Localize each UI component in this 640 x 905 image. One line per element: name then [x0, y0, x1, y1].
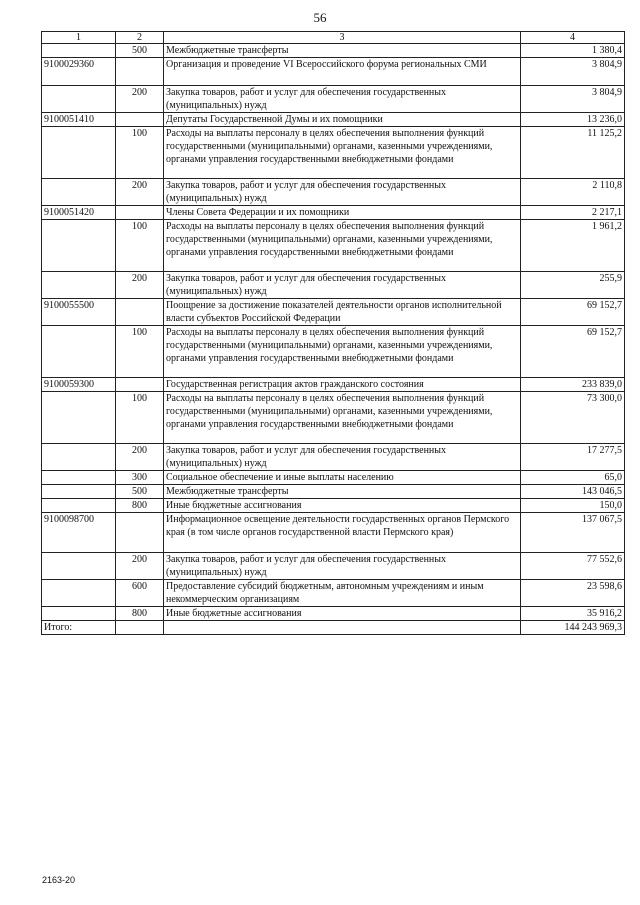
header-col-1: 1: [42, 32, 116, 44]
row-expense-type: 200: [116, 444, 164, 471]
row-expense-type: 200: [116, 179, 164, 206]
table-row: [42, 378, 625, 392]
row-description: Закупка товаров, работ и услуг для обеспечения государственных (муниципальных) нужд: [164, 272, 521, 299]
table-row: [42, 113, 625, 127]
row-amount: 2 110,8: [521, 179, 625, 206]
row-description: Закупка товаров, работ и услуг для обеспечения государственных (муниципальных) нужд: [164, 444, 521, 471]
row-amount: 255,9: [521, 272, 625, 299]
row-target-code: [42, 499, 116, 513]
row-amount: 65,0: [521, 471, 625, 485]
row-expense-type: 200: [116, 553, 164, 580]
table-row: [42, 471, 625, 485]
row-amount: 69 152,7: [521, 299, 625, 326]
row-amount: 233 839,0: [521, 378, 625, 392]
row-description: Закупка товаров, работ и услуг для обеспечения государственных (муниципальных) нужд: [164, 553, 521, 580]
header-col-2: 2: [116, 32, 164, 44]
row-amount: 13 236,0: [521, 113, 625, 127]
table-row: [42, 127, 625, 179]
row-amount: 11 125,2: [521, 127, 625, 179]
row-amount: 35 916,2: [521, 607, 625, 621]
row-amount: 73 300,0: [521, 392, 625, 444]
row-description: Иные бюджетные ассигнования: [164, 499, 521, 513]
table-row: [42, 485, 625, 499]
row-expense-type: [116, 299, 164, 326]
row-expense-type: [116, 58, 164, 86]
row-expense-type: 200: [116, 272, 164, 299]
row-description: Члены Совета Федерации и их помощники: [164, 206, 521, 220]
row-target-code: [42, 444, 116, 471]
row-expense-type: 500: [116, 44, 164, 58]
row-expense-type: 800: [116, 607, 164, 621]
total-row: [42, 621, 625, 635]
row-amount: 23 598,6: [521, 580, 625, 607]
page-number: 56: [313, 10, 327, 25]
row-description: Межбюджетные трансферты: [164, 485, 521, 499]
row-description: Организация и проведение VI Всероссийского форума региональных СМИ: [164, 58, 521, 86]
row-amount: 17 277,5: [521, 444, 625, 471]
row-expense-type: 500: [116, 485, 164, 499]
row-expense-type: 100: [116, 326, 164, 378]
row-description: Межбюджетные трансферты: [164, 44, 521, 58]
row-expense-type: 200: [116, 86, 164, 113]
table-row: [42, 580, 625, 607]
row-expense-type: 300: [116, 471, 164, 485]
row-expense-type: [116, 206, 164, 220]
row-expense-type: [116, 378, 164, 392]
row-amount: 1 380,4: [521, 44, 625, 58]
row-description: Расходы на выплаты персоналу в целях обеспечения выполнения функций государственными (муниципальными) органами, казенными учреждениями, органами управления государственными внебюджетными фондами: [164, 220, 521, 272]
row-description: Расходы на выплаты персоналу в целях обеспечения выполнения функций государственными (муниципальными) органами, казенными учреждениями, органами управления государственными внебюджетными фондами: [164, 127, 521, 179]
row-amount: 3 804,9: [521, 86, 625, 113]
row-target-code: 9100098700: [42, 513, 116, 553]
row-amount: 3 804,9: [521, 58, 625, 86]
row-expense-type: 100: [116, 392, 164, 444]
header-col-3: 3: [164, 32, 521, 44]
footer-code: 2163-20: [42, 875, 76, 885]
row-amount: 2 217,1: [521, 206, 625, 220]
row-target-code: [42, 326, 116, 378]
table-row: [42, 513, 625, 553]
table-row: [42, 607, 625, 621]
row-amount: 1 961,2: [521, 220, 625, 272]
table-row: [42, 444, 625, 471]
row-target-code: 9100029360: [42, 58, 116, 86]
row-target-code: [42, 272, 116, 299]
table-row: [42, 220, 625, 272]
row-description: Депутаты Государственной Думы и их помощники: [164, 113, 521, 127]
row-target-code: 9100051420: [42, 206, 116, 220]
row-expense-type: 600: [116, 580, 164, 607]
row-target-code: [42, 179, 116, 206]
row-description: Расходы на выплаты персоналу в целях обеспечения выполнения функций государственными (муниципальными) органами, казенными учреждениями, органами управления государственными внебюджетными фондами: [164, 392, 521, 444]
row-target-code: 9100051410: [42, 113, 116, 127]
budget-table: [41, 31, 625, 635]
table-row: [42, 392, 625, 444]
table-row: [42, 206, 625, 220]
row-target-code: [42, 553, 116, 580]
table-header-row: [42, 32, 625, 44]
total-empty-cell: [116, 621, 164, 635]
row-target-code: [42, 392, 116, 444]
row-amount: 69 152,7: [521, 326, 625, 378]
row-amount: 137 067,5: [521, 513, 625, 553]
table-row: [42, 299, 625, 326]
table-row: [42, 44, 625, 58]
table-row: [42, 553, 625, 580]
row-target-code: [42, 607, 116, 621]
table-row: [42, 272, 625, 299]
row-target-code: [42, 471, 116, 485]
row-target-code: 9100059300: [42, 378, 116, 392]
header-col-4: 4: [521, 32, 625, 44]
total-amount: 144 243 969,3: [521, 621, 625, 635]
row-expense-type: [116, 113, 164, 127]
row-description: Поощрение за достижение показателей деятельности органов исполнительной власти субъектов Российской Федерации: [164, 299, 521, 326]
row-description: Предоставление субсидий бюджетным, автономным учреждениям и иным некоммерческим организациям: [164, 580, 521, 607]
row-description: Информационное освещение деятельности государственных органов Пермского края (в том числе органов государственной власти Пермского края): [164, 513, 521, 553]
row-target-code: [42, 127, 116, 179]
table-row: [42, 179, 625, 206]
table-row: [42, 326, 625, 378]
total-empty-cell: [164, 621, 521, 635]
row-expense-type: 100: [116, 127, 164, 179]
row-description: Социальное обеспечение и иные выплаты населению: [164, 471, 521, 485]
row-description: Закупка товаров, работ и услуг для обеспечения государственных (муниципальных) нужд: [164, 86, 521, 113]
row-target-code: [42, 86, 116, 113]
row-target-code: [42, 220, 116, 272]
table-row: [42, 86, 625, 113]
row-description: Государственная регистрация актов гражданского состояния: [164, 378, 521, 392]
row-description: Закупка товаров, работ и услуг для обеспечения государственных (муниципальных) нужд: [164, 179, 521, 206]
row-expense-type: 800: [116, 499, 164, 513]
table-row: [42, 499, 625, 513]
row-description: Иные бюджетные ассигнования: [164, 607, 521, 621]
row-amount: 150,0: [521, 499, 625, 513]
row-expense-type: [116, 513, 164, 553]
row-description: Расходы на выплаты персоналу в целях обеспечения выполнения функций государственными (муниципальными) органами, казенными учреждениями, органами управления государственными внебюджетными фондами: [164, 326, 521, 378]
row-target-code: [42, 485, 116, 499]
row-target-code: [42, 44, 116, 58]
row-amount: 77 552,6: [521, 553, 625, 580]
row-target-code: [42, 580, 116, 607]
row-amount: 143 046,5: [521, 485, 625, 499]
total-label: Итого:: [42, 621, 116, 635]
row-expense-type: 100: [116, 220, 164, 272]
row-target-code: 9100055500: [42, 299, 116, 326]
table-row: [42, 58, 625, 86]
